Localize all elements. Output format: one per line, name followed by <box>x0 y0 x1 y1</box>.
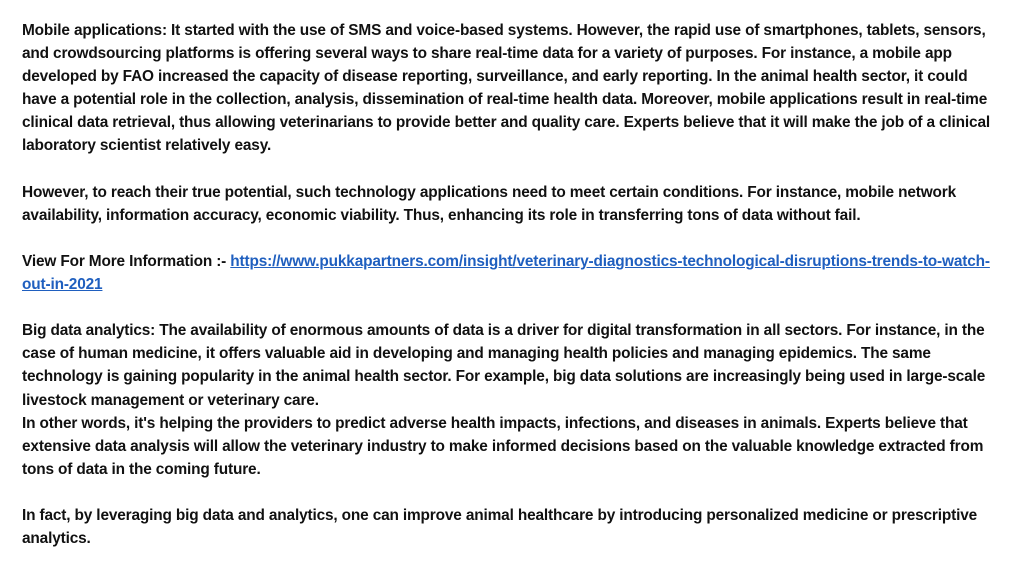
mobile-applications-paragraph: Mobile applications: It started with the use of SMS and voice-based systems. However, the rapid use of smartphones, tablets, sensors, and crowdsourcing platforms is offering several ways to share real-time data for a variety of purposes. For instance, a mobile app developed by FAO increased the capacity of disease reporting, surveillance, and early reporting. In the animal health sector, it could have a potential role in the collection, analysis, dissemination of real-time health data. Moreover, mobile applications result in real-time clinical data retrieval, thus allowing veterinarians to provide better and quality care. Experts believe that it will make the job of a clinical laboratory scientist relatively easy. <box>22 22 990 155</box>
other-words-paragraph: In other words, it's helping the providers to predict adverse health impacts, infections, and diseases in animals. Experts believe that extensive data analysis will allow the veterinary industry to make informed decisions based on the valuable knowledge extracted from tons of data in the coming future. <box>22 414 984 478</box>
more-information-link[interactable]: https://www.pukkapartners.com/insight/veterinary-diagnostics-technological-disruptions-trends-to-watch-out-in-2021 <box>22 252 990 294</box>
true-potential-paragraph: However, to reach their true potential, such technology applications need to meet certain conditions. For instance, mobile network availability, information accuracy, economic viability. Thus, enhancing its role in transferring tons of data without fail. <box>22 183 957 224</box>
more-information-label: View For More Information :- <box>22 252 231 270</box>
paragraph-spacer <box>22 227 1002 250</box>
paragraph-spacer <box>22 158 1002 181</box>
paragraph-spacer <box>22 481 1002 504</box>
paragraph-spacer <box>22 296 1002 319</box>
in-fact-paragraph: In fact, by leveraging big data and analytics, one can improve animal healthcare by introducing personalized medicine or prescriptive analytics. <box>22 506 978 548</box>
more-information-paragraph <box>22 250 1002 296</box>
big-data-paragraph: Big data analytics: The availability of enormous amounts of data is a driver for digital transformation in all sectors. For instance, in the case of human medicine, it offers valuable aid in developing and managing health policies and managing epidemics. The same technology is gaining popularity in the animal health sector. For example, big data solutions are increasingly being used in large-scale livestock management or veterinary care. <box>22 322 986 409</box>
